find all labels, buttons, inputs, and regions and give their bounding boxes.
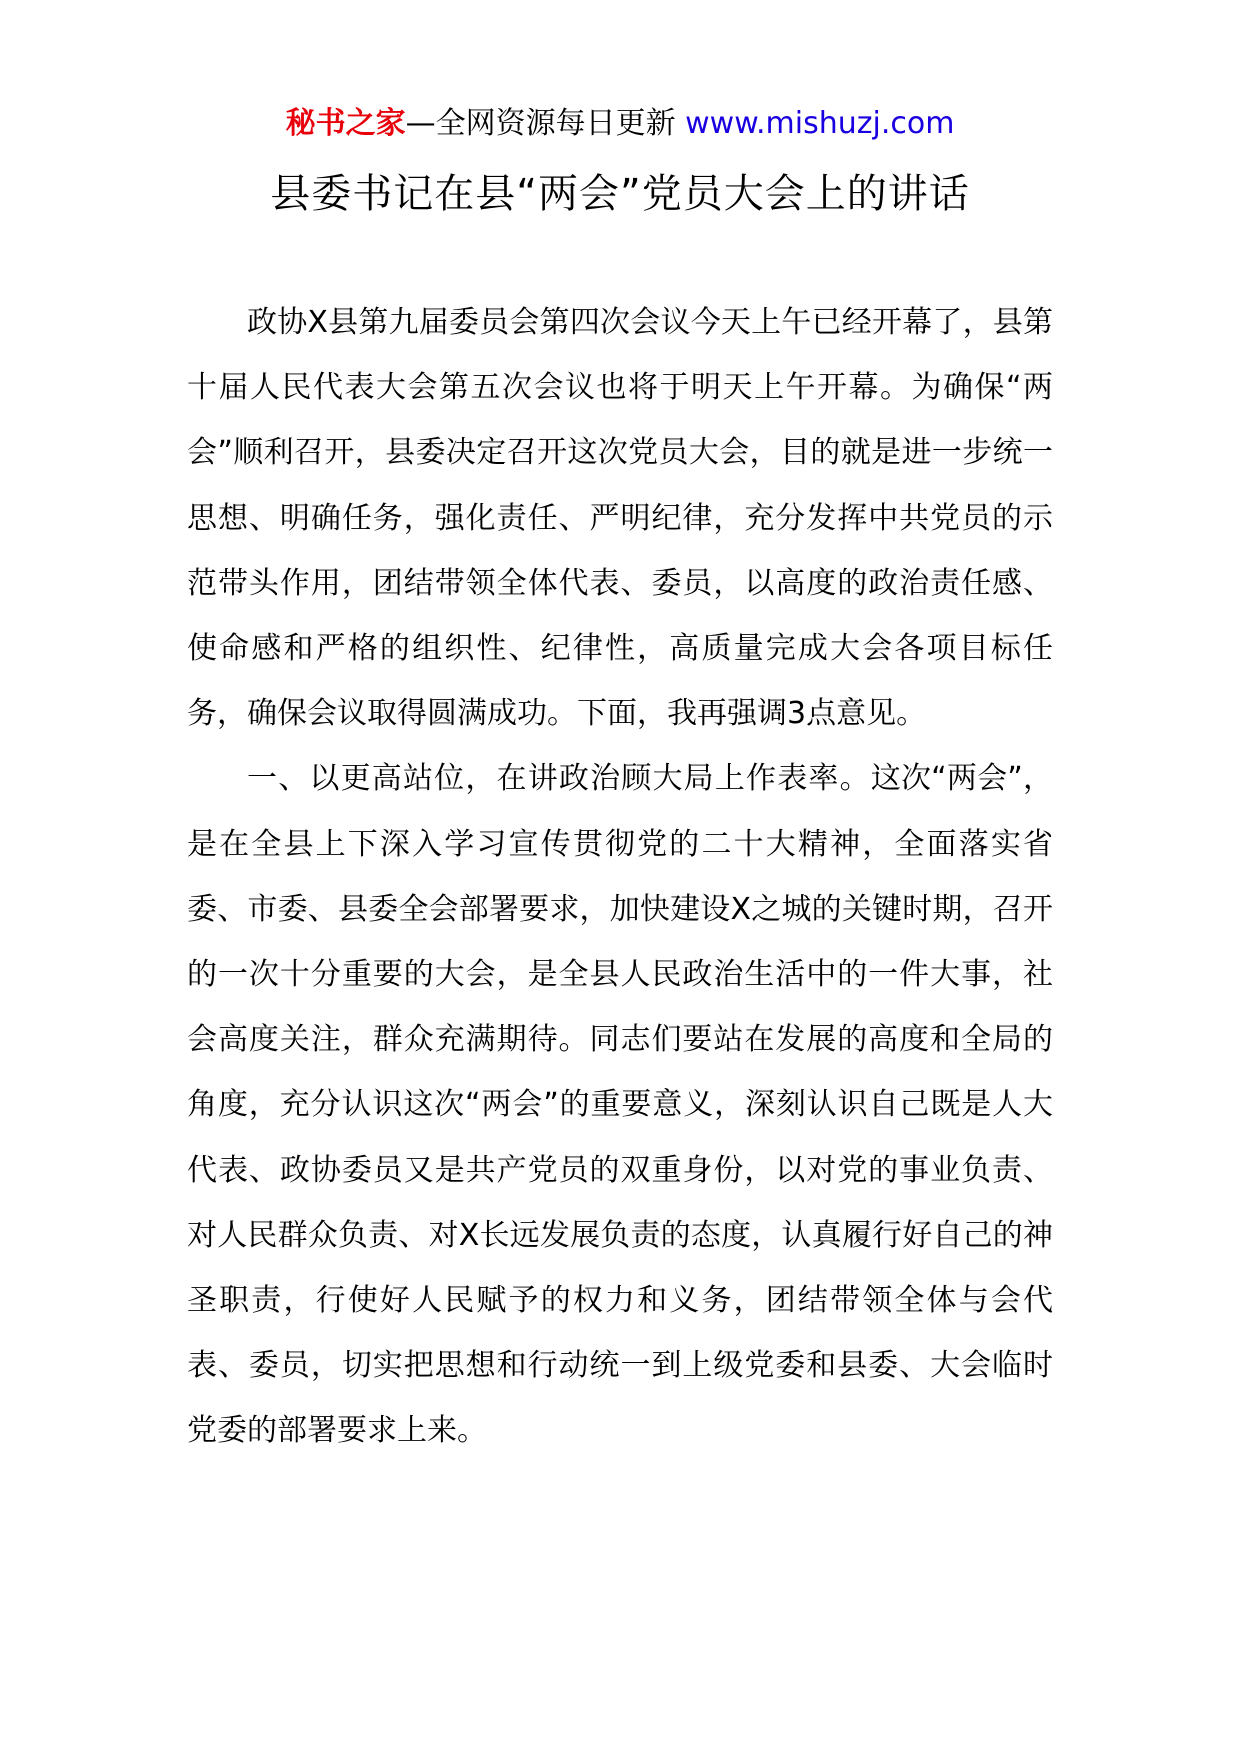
section-one-heading: 一、以更高站位，在讲政治顾大局上作表率。: [247, 761, 871, 797]
document-body: [187, 290, 1053, 1464]
paragraph-intro: 政协X县第九届委员会第四次会议今天上午已经开幕了，县第十届人民代表大会第五次会议也将于明天上午开幕。为确保“两会”顺利召开，县委决定召开这次党员大会，目的就是进一步统一思想、明确任务，强化责任、严明纪律，充分发挥中共党员的示范带头作用，团结带领全体代表、委员，以高度的政治责任感、使命感和严格的组织性、纪律性，高质量完成大会各项目标任务，确保会议取得圆满成功。下面，我再强调3点意见。: [187, 305, 1053, 732]
paragraph-section-one: [187, 746, 1053, 1463]
site-banner: [0, 104, 1240, 144]
banner-brand: 秘书之家: [285, 106, 406, 141]
document-title: 县委书记在县“两会”党员大会上的讲话: [270, 171, 970, 217]
section-one-text: 这次“两会”，是在全县上下深入学习宣传贯彻党的二十大精神，全面落实省委、市委、县委全会部署要求，加快建设X之城的关键时期，召开的一次十分重要的大会，是全县人民政治生活中的一件大事，社会高度关注，群众充满期待。同志们要站在发展的高度和全局的角度，充分认识这次“两会”的重要意义，深刻认识自己既是人大代表、政协委员又是共产党员的双重身份，以对党的事业负责、对人民群众负责、对X长远发展负责的态度，认真履行好自己的神圣职责，行使好人民赋予的权力和义务，团结带领全体与会代表、委员，切实把思想和行动统一到上级党委和县委、大会临时党委的部署要求上来。: [187, 761, 1053, 1449]
banner-slogan: —全网资源每日更新: [405, 106, 686, 141]
banner-url-link[interactable]: www.mishuzj.com: [685, 106, 955, 141]
